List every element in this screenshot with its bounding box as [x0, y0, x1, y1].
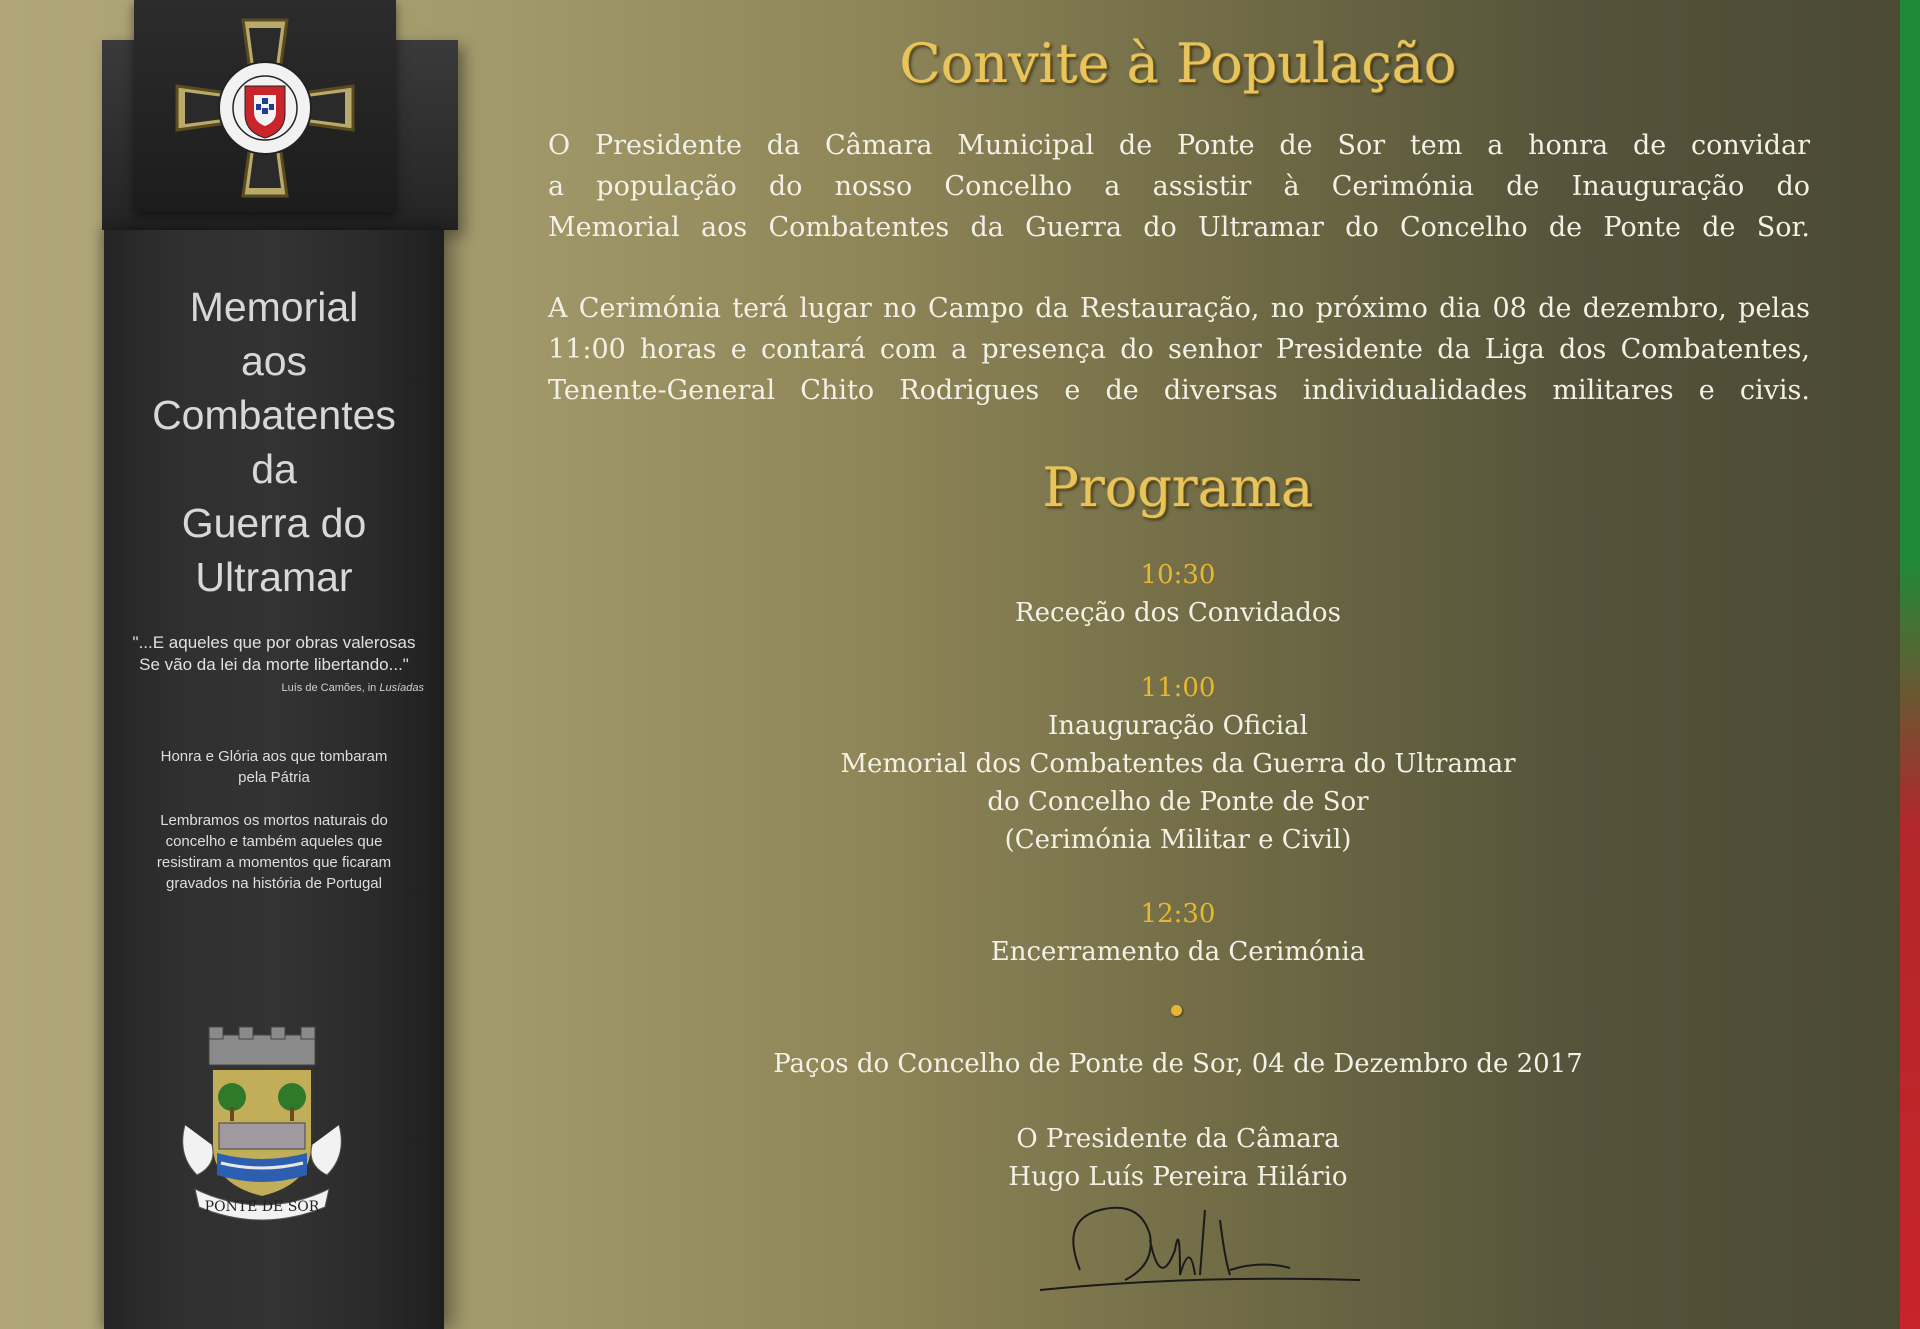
invitation-paragraph [548, 125, 1810, 248]
quote-author-work: Lusíadas [379, 682, 424, 694]
liga-combatentes-emblem [134, 0, 396, 212]
lembramos-line: concelho e também aqueles que [165, 833, 383, 850]
program-item [548, 669, 1808, 859]
honra-line: pela Pátria [238, 769, 310, 786]
monument-top-block [134, 0, 396, 212]
paragraph-line: Tenente-General Chito Rodrigues e de diversas individualidades militares e civis. [548, 375, 1810, 406]
camoes-quote [104, 632, 444, 676]
paragraph-line: a população do nosso Concelho a assistir à Cerimónia de Inauguração do [548, 171, 1810, 202]
program-line: Encerramento da Cerimónia [990, 937, 1366, 967]
lembramos-line: Lembramos os mortos naturais do [160, 812, 388, 829]
signatory-name: Hugo Luís Pereira Hilário [1008, 1162, 1348, 1192]
quote-author-prefix: Luís de Camões, in [281, 682, 380, 694]
memorial-monument [72, 0, 462, 1329]
quote-line: "...E aqueles que por obras valerosas [132, 633, 416, 652]
program-line: Receção dos Convidados [1015, 598, 1341, 628]
lembramos-line: resistiram a momentos que ficaram [156, 854, 392, 871]
program-item [548, 895, 1808, 971]
ceremony-paragraph [548, 288, 1810, 411]
program-time: 11:00 [1140, 673, 1216, 703]
memorial-title [104, 280, 444, 604]
paragraph-line: O Presidente da Câmara Municipal de Ponte de Sor tem a honra de convidar [548, 130, 1810, 161]
quote-author [104, 682, 424, 694]
memorial-title-line: Guerra do [181, 500, 367, 546]
program-line: do Concelho de Ponte de Sor [987, 787, 1369, 817]
memorial-title-line: Memorial [189, 284, 359, 330]
paragraph-line: Memorial aos Combatentes da Guerra do Ultramar do Concelho de Ponte de Sor. [548, 212, 1810, 243]
program-time: 10:30 [1140, 560, 1216, 590]
programa-title: Programa [1042, 456, 1314, 519]
paragraph-line: A Cerimónia terá lugar no Campo da Restauração, no próximo dia 08 de dezembro, pelas [548, 293, 1810, 324]
program-line: Inauguração Oficial [1048, 711, 1308, 741]
program-time: 12:30 [1140, 899, 1216, 929]
lembramos-line: gravados na história de Portugal [166, 875, 382, 892]
ponte-de-sor-coat-of-arms [177, 1025, 347, 1225]
honra-line: Honra e Glória aos que tombaram [160, 748, 388, 765]
honra-text [124, 746, 424, 788]
memorial-title-line: Combatentes [152, 392, 396, 438]
program-line: (Cerimónia Militar e Civil) [1004, 825, 1352, 855]
handwritten-signature [1030, 1180, 1360, 1300]
memorial-title-line: da [251, 446, 297, 492]
memorial-title-line: aos [240, 338, 308, 384]
page-title: Convite à População [899, 32, 1457, 95]
memorial-title-line: Ultramar [195, 554, 353, 600]
separator-dot [1171, 1005, 1182, 1016]
signatory-role: O Presidente da Câmara [1016, 1124, 1340, 1154]
program-item [548, 556, 1808, 632]
lembramos-text [124, 810, 424, 894]
place-date: Paços do Concelho de Ponte de Sor, 04 de Dezembro de 2017 [773, 1049, 1583, 1079]
paragraph-line: 11:00 horas e contará com a presença do senhor Presidente da Liga dos Combatentes, [548, 334, 1810, 365]
program-line: Memorial dos Combatentes da Guerra do Ultramar [840, 749, 1516, 779]
quote-line: Se vão da lei da morte libertando..." [139, 655, 409, 674]
flag-color-strip [1900, 0, 1920, 1329]
coat-banner-text: PONTE DE SOR [204, 1199, 320, 1215]
